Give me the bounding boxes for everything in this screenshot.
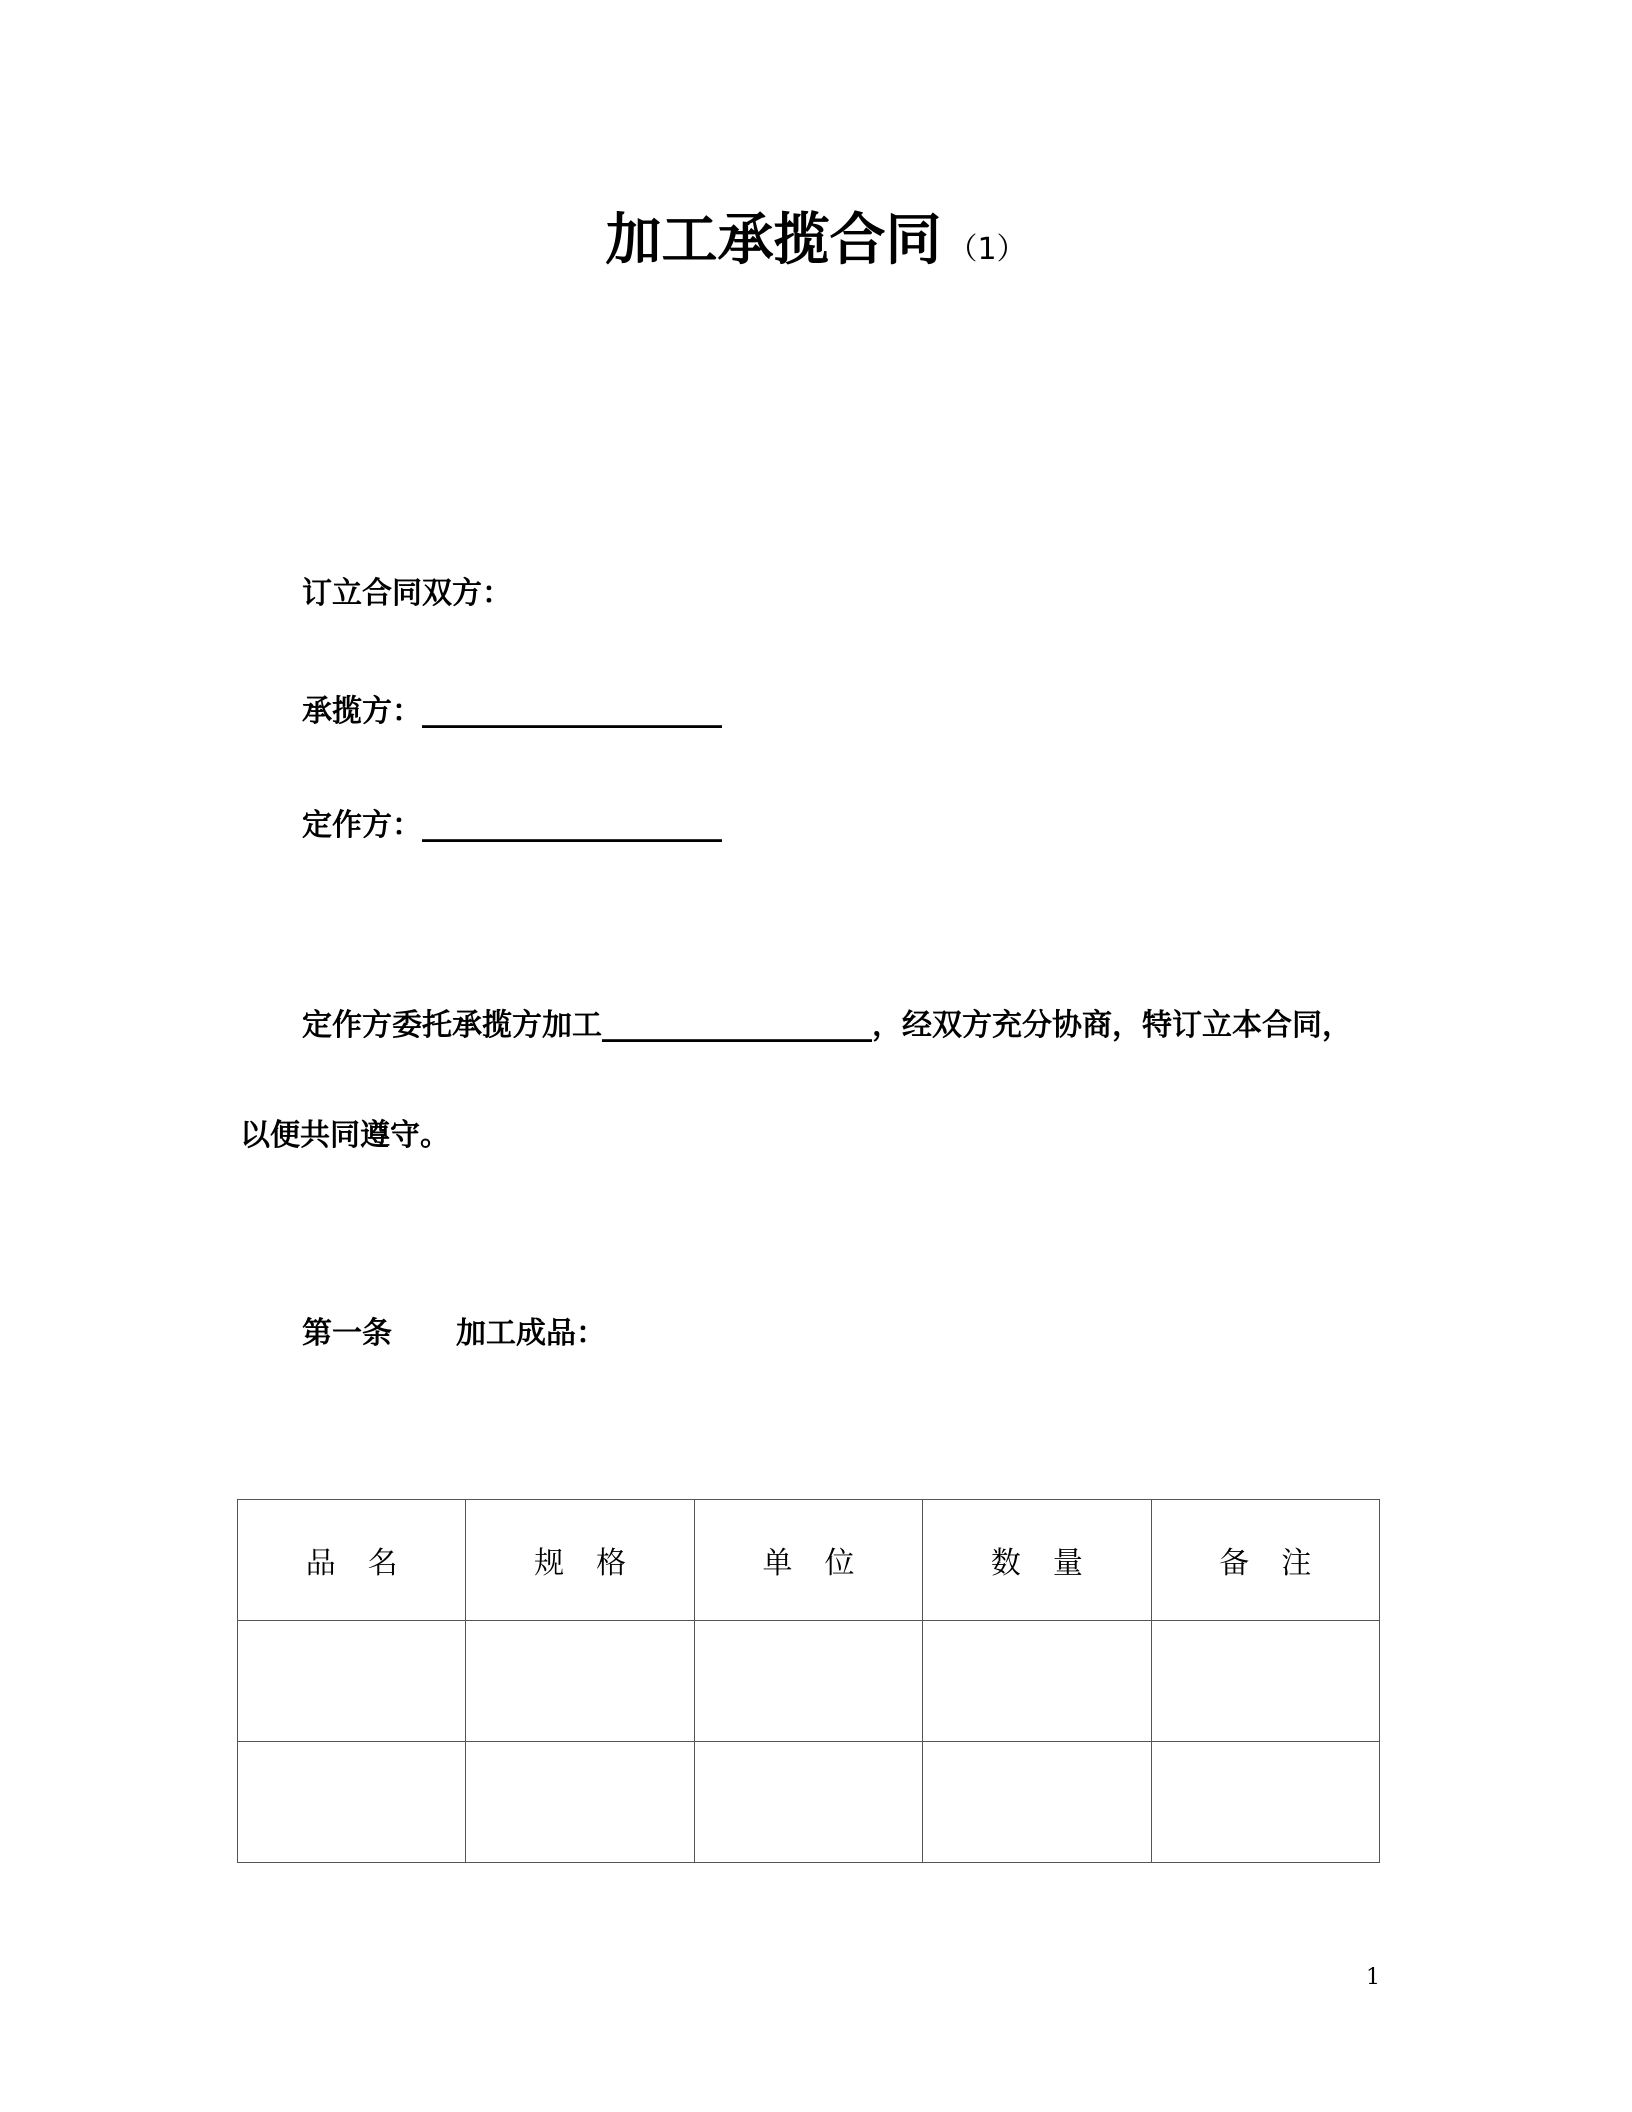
contractor-blank[interactable]: ____________________ — [422, 694, 722, 729]
intro-line-2: 以便共同遵守。 — [240, 1118, 450, 1153]
table-cell[interactable] — [238, 1742, 466, 1863]
article-1-number: 第一条 — [302, 1316, 392, 1351]
table-cell[interactable] — [1151, 1621, 1379, 1742]
document-title — [0, 196, 1632, 276]
title-suffix: （1） — [947, 232, 1027, 267]
contractor-line — [302, 686, 722, 730]
header-product-name: 品名 — [238, 1500, 466, 1621]
table-cell[interactable] — [238, 1621, 466, 1742]
parties-label: 订立合同双方： — [302, 576, 512, 611]
article-1-title: 加工成品： — [456, 1316, 606, 1351]
header-unit: 单位 — [694, 1500, 922, 1621]
products-table — [237, 1499, 1380, 1863]
orderer-blank[interactable]: ____________________ — [422, 808, 722, 843]
title-main: 加工承揽合同 — [605, 208, 942, 273]
orderer-label: 定作方： — [302, 808, 422, 843]
table-cell[interactable] — [923, 1621, 1151, 1742]
article-1-heading — [302, 1308, 606, 1352]
table-cell[interactable] — [466, 1742, 694, 1863]
table-cell[interactable] — [1151, 1742, 1379, 1863]
table-cell[interactable] — [694, 1742, 922, 1863]
contractor-label: 承揽方： — [302, 694, 422, 729]
table-row — [238, 1621, 1380, 1742]
intro-text-a: 定作方委托承揽方加工 — [302, 1008, 602, 1043]
orderer-line — [302, 800, 722, 844]
header-quantity: 数量 — [923, 1500, 1151, 1621]
intro-text-b: ，经双方充分协商，特订立本合同， — [872, 1008, 1352, 1043]
intro-line-1 — [302, 1000, 1352, 1044]
header-specification: 规格 — [466, 1500, 694, 1621]
header-remarks: 备注 — [1151, 1500, 1379, 1621]
page-number: 1 — [1366, 1965, 1380, 1990]
intro-blank[interactable]: __________________ — [602, 1008, 872, 1043]
table-header-row — [238, 1500, 1380, 1621]
table-cell[interactable] — [466, 1621, 694, 1742]
table-cell[interactable] — [694, 1621, 922, 1742]
table-row — [238, 1742, 1380, 1863]
table-cell[interactable] — [923, 1742, 1151, 1863]
